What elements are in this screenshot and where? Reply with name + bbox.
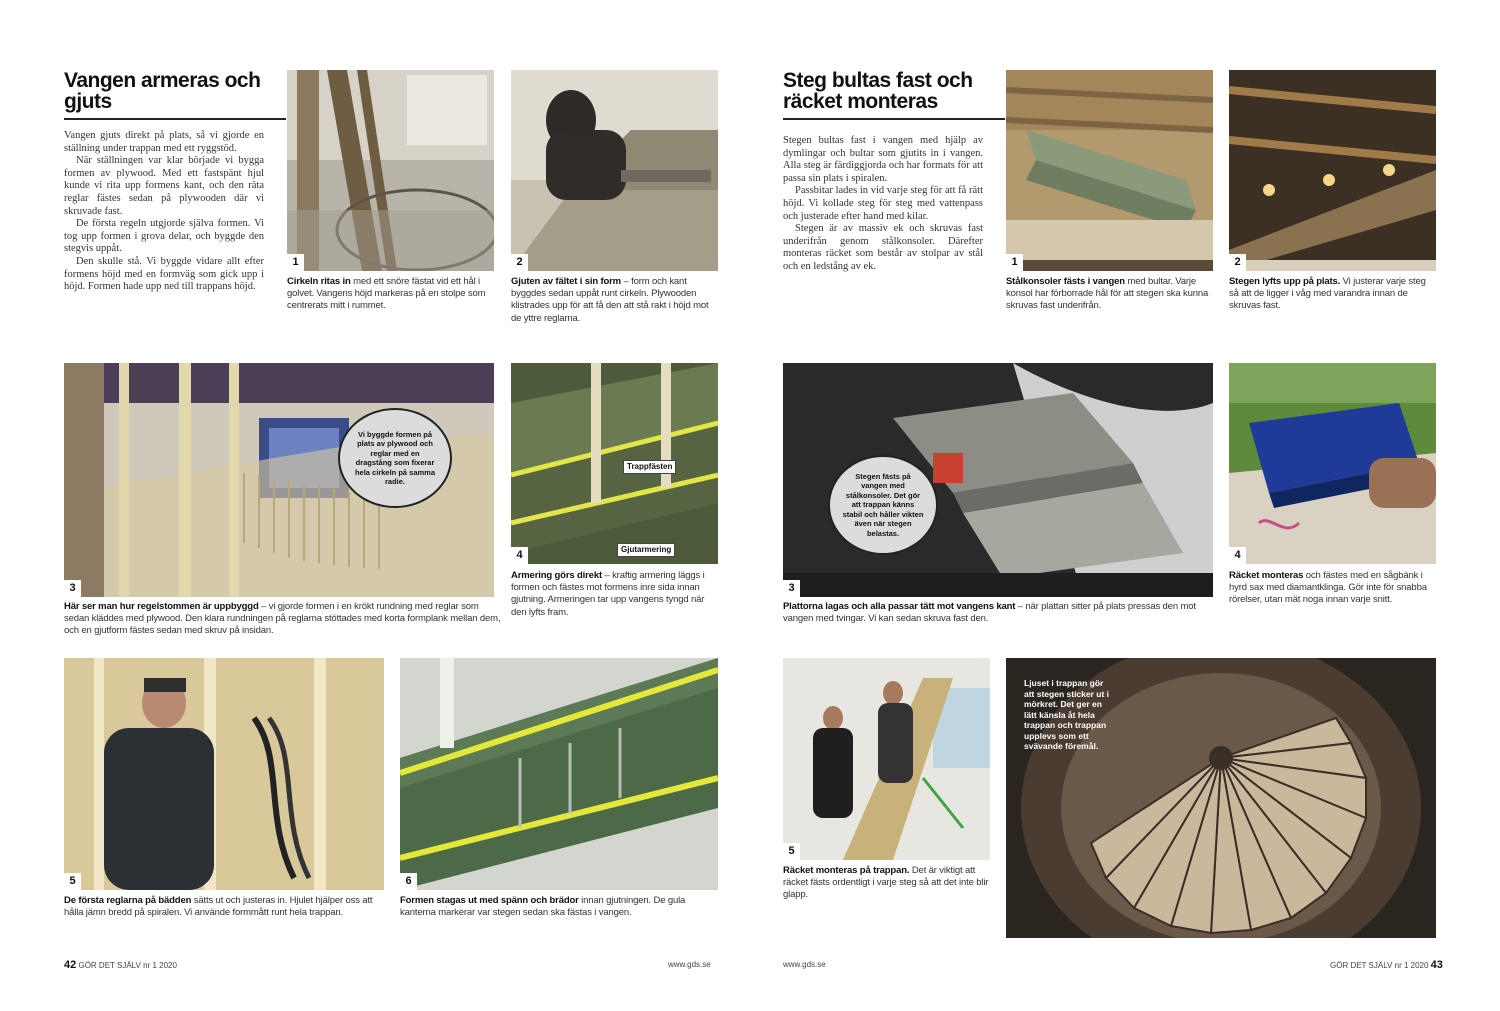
right-body-text: [783, 135, 983, 274]
right-body-p1: Stegen bultas fast i vangen med hjälp av dymlingar och bultar som gjutits in i vangen. Alla steg är färdiggjorda och har formats för att passa sin plats i spiralen.: [783, 135, 983, 184]
caption-bold: Stegen lyfts upp på plats.: [1229, 276, 1341, 287]
right-body-p2: Passbitar lades in vid varje steg för att få rätt höjd. Vi kollade steg för steg med vattenpass och justerade efter hand med kilar.: [783, 185, 983, 222]
photo-number: 5: [783, 843, 800, 860]
photo-left-6: [400, 658, 718, 890]
left-heading-rule: [64, 118, 286, 120]
caption-bold: Gjuten av fältet i sin form: [511, 276, 621, 287]
caption-left-1: [287, 276, 494, 313]
caption-left-3: [64, 601, 504, 638]
photo-number: 5: [64, 873, 81, 890]
caption-right-1: [1006, 276, 1213, 313]
left-body-p2: När ställningen var klar började vi bygga formen av plywood. Med ett fastspänt hjul kunde vi rita upp formens kant, och den räta reglar fästes sedan på plywooden där vi skruvade fast.: [64, 155, 264, 217]
photo-right-5: [783, 658, 990, 860]
caption-text: och fästes med en sågbänk i hyrd sax med diamantklinga. Gör inte för snabba rörelser, utan mät noga innan varje snitt.: [1229, 570, 1427, 606]
caption-left-6: [400, 895, 718, 919]
caption-text: med ett snöre fästat vid ett hål i golvet. Vangens höjd markeras på en stolpe som centrerats mitt i rummet.: [287, 276, 486, 312]
photo-right-2: [1229, 70, 1436, 271]
photo-number: 1: [287, 254, 304, 271]
caption-text: Det är viktigt att räcket fästs ordentligt i varje steg så att det inte blir glapp.: [783, 865, 989, 901]
caption-left-2: [511, 276, 718, 325]
left-heading: Vangen armeras och gjuts: [64, 69, 261, 113]
caption-left-4: [511, 570, 718, 619]
callout-bubble-right: Stegen fästs på vangen med stålkonsoler. Det gör att trappan känns stabil och håller vikten även när stegen belastas.: [828, 455, 938, 555]
caption-bold: De första reglarna på bädden: [64, 895, 192, 906]
caption-text: – när plattan sitter på plats pressas den mot vangen med tvingar. Vi kan sedan skruva fast den.: [783, 601, 1196, 625]
left-footer-url: www.gds.se: [668, 960, 711, 969]
caption-bold: Räcket monteras på trappan.: [783, 865, 910, 876]
caption-bold: Formen stagas ut med spänn och brädor: [400, 895, 579, 906]
caption-right-3: [783, 601, 1213, 625]
right-heading-rule: [783, 118, 1005, 120]
caption-bold: Stålkonsoler fästs i vangen: [1006, 276, 1125, 287]
photo-number: 3: [64, 580, 81, 597]
photo-left-4: [511, 363, 718, 564]
photo-number: 3: [783, 580, 800, 597]
right-body-p3: Stegen är av massiv ek och skruvas fast underifrån genom stålkonsoler. Därefter monteras räcket som består av stolpar av stål och en ledstång av ek.: [783, 223, 983, 272]
photo-left-1: [287, 70, 494, 271]
caption-text: – form och kant byggdes sedan uppåt runt cirkeln. Plywooden klistrades upp för att få den att stå rakt i höjd mot de yttre reglarna.: [511, 276, 709, 324]
photo-number: 6: [400, 873, 417, 890]
photo-number: 2: [1229, 254, 1246, 271]
caption-bold: Här ser man hur regelstommen är uppbyggd: [64, 601, 259, 612]
photo-right-3: [783, 363, 1213, 597]
caption-bold: Räcket monteras: [1229, 570, 1304, 581]
photo-right-6: [1006, 658, 1436, 938]
photo-number: 2: [511, 254, 528, 271]
magazine-name: GÖR DET SJÄLV: [1330, 961, 1393, 970]
caption-bold: Cirkeln ritas in: [287, 276, 351, 287]
page-number: 43: [1430, 959, 1443, 971]
caption-bold: Armering görs direkt: [511, 570, 602, 581]
caption-left-5: [64, 895, 384, 919]
photo-number: 1: [1006, 254, 1023, 271]
photo-left-2: [511, 70, 718, 271]
left-footer: [64, 960, 177, 971]
caption-text: Vi justerar varje steg så att de ligger i våg med varandra innan de skruvas fast.: [1229, 276, 1426, 312]
caption-right-5: [783, 865, 990, 902]
tag-upper: Trappfästen: [623, 460, 676, 474]
callout-bubble-left: Vi byggde formen på plats av plywood och reglar med en dragstång som fixerar hela cirkeln på samma radie.: [338, 408, 452, 508]
caption-text: – kraftig armering läggs i formen och fästes mot formens inre sida innan gjutning. Armeringen tar upp vangens tyngd när den lyfts fram.: [511, 570, 705, 618]
photo-number: 4: [511, 547, 528, 564]
left-body-p3: De första regeln utgjorde själva formen. Vi tog upp formen i grova delar, och byggde den stegvis uppåt.: [64, 218, 264, 255]
caption-text: – vi gjorde formen i en krökt rundning med reglar som sedan kläddes med plywood. Den klara rundningen på reglarna stöttades med korta formplank mellan dem, och en gjutform fästes sedan med skruv på insidan.: [64, 601, 501, 637]
photo-right-4: [1229, 363, 1436, 564]
left-body-text: [64, 130, 264, 294]
photo-left-5: [64, 658, 384, 890]
right-footer-url: www.gds.se: [783, 960, 826, 969]
caption-bold: Plattorna lagas och alla passar tätt mot vangens kant: [783, 601, 1016, 612]
left-body-p1: Vangen gjuts direkt på plats, så vi gjorde en ställning under trappan med ett ryggstöd.: [64, 130, 264, 154]
photo-overlay-text: Ljuset i trappan gör att stegen sticker ut i mörkret. Det ger en lätt känsla åt hela trappan och trappan upplevs som ett svävande föremål.: [1024, 678, 1110, 751]
issue-label: nr 1 2020: [1394, 961, 1429, 970]
issue-label: nr 1 2020: [143, 961, 177, 970]
caption-right-4: [1229, 570, 1436, 607]
right-heading: Steg bultas fast och räcket monteras: [783, 69, 973, 113]
caption-text: med bultar. Varje konsol har förborrade hål för att stegen ska kunna skruvas fast underifrån.: [1006, 276, 1209, 312]
tag-lower: Gjutarmering: [617, 543, 675, 557]
right-footer: [1330, 960, 1443, 971]
photo-left-3: [64, 363, 494, 597]
photo-right-1: [1006, 70, 1213, 271]
magazine-name: GÖR DET SJÄLV: [78, 961, 141, 970]
caption-text: sätts ut och justeras in. Hjulet hjälper oss att hålla jämn bredd på spiralen. Vi använde formmått runt hela trappan.: [64, 895, 373, 919]
caption-right-2: [1229, 276, 1436, 313]
caption-text: innan gjutningen. De gula kanterna markerar var stegen sedan ska fästas i vangen.: [400, 895, 686, 919]
left-body-p4: Den skulle stå. Vi byggde vidare allt efter formens höjd med en formväg som gick upp i höjd. Formen hade upp ned till trappans höjd.: [64, 255, 264, 293]
photo-number: 4: [1229, 547, 1246, 564]
page-number: 42: [64, 959, 77, 971]
